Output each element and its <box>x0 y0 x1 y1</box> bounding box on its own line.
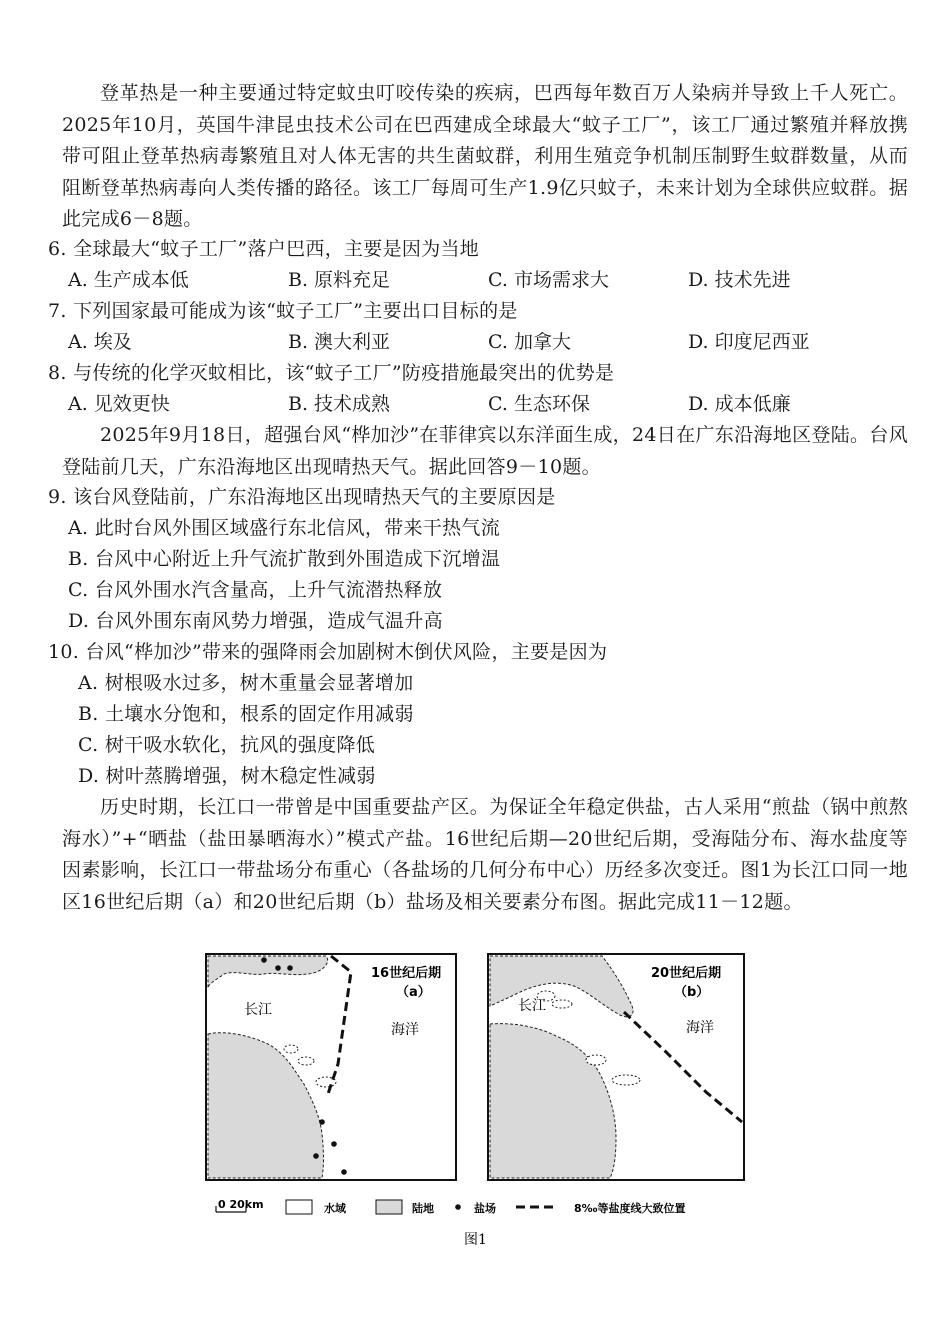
option-10c[interactable]: C. 树干吸水软化，抗风的强度降低 <box>78 734 376 756</box>
option-6d[interactable]: D. 技术先进 <box>688 269 791 291</box>
option-10d[interactable]: D. 树叶蒸腾增强，树木稳定性减弱 <box>78 765 376 787</box>
option-8a[interactable]: A. 见效更快 <box>68 393 170 415</box>
option-8d[interactable]: D. 成本低廉 <box>688 393 791 415</box>
question-8-options <box>68 389 888 420</box>
option-7c[interactable]: C. 加拿大 <box>488 331 571 353</box>
panel-a-saltfield <box>331 1141 337 1147</box>
figure-1-salt-map <box>196 944 756 1254</box>
legend-land-label: 陆地 <box>412 1202 434 1215</box>
option-10b[interactable]: B. 土壤水分饱和，根系的固定作用减弱 <box>78 703 414 725</box>
legend-saltfield-label: 盐场 <box>474 1202 496 1215</box>
legend-saltfield-dot <box>455 1204 461 1210</box>
option-9d[interactable]: D. 台风外围东南风势力增强，造成气温升高 <box>68 610 443 632</box>
question-10-stem: 10. 台风“桦加沙”带来的强降雨会加剧树木倒伏风险，主要是因为 <box>48 641 608 663</box>
option-6c[interactable]: C. 市场需求大 <box>488 269 609 291</box>
legend-land-swatch <box>376 1200 402 1214</box>
option-8b[interactable]: B. 技术成熟 <box>288 393 391 415</box>
panel-a <box>206 954 456 1180</box>
panel-a-saltfield <box>313 1153 319 1159</box>
panel-a-saltfield <box>319 1119 325 1125</box>
panel-a-saltfield <box>275 965 281 971</box>
panel-a-shoal-1 <box>284 1045 298 1053</box>
question-8-stem: 8. 与传统的化学灭蚊相比，该“蚊子工厂”防疫措施最突出的优势是 <box>48 362 615 384</box>
figure-legend <box>216 1198 686 1215</box>
panel-a-river-label: 长江 <box>244 1002 272 1018</box>
option-6b[interactable]: B. 原料充足 <box>288 269 391 291</box>
panel-a-title: 16世纪后期 <box>371 966 442 981</box>
panel-a-shoal-2 <box>298 1057 314 1065</box>
panel-b-river-label: 长江 <box>518 998 546 1014</box>
option-9b[interactable]: B. 台风中心附近上升气流扩散到外围造成下沉增温 <box>68 548 501 570</box>
panel-a-saltfield <box>341 1169 347 1175</box>
passage-salt-history: 历史时期，长江口一带曾是中国重要盐产区。为保证全年稳定供盐，古人采用“煎盐（锅中煎熬海水）”+“晒盐（盐田暴晒海水）”模式产盐。16世纪后期—20世纪后期，受海陆分布、海水盐度等因素影响，长江口一带盐场分布重心（各盐场的几何分布中心）历经多次变迁。图1为长江口同一地区16世纪后期（a）和20世纪后期（b）盐场及相关要素分布图。据此完成11－12题。 <box>62 796 908 913</box>
figure-caption: 图1 <box>464 1232 487 1248</box>
question-6-options <box>68 265 888 296</box>
legend-isohaline-label: 8‰等盐度线大致位置 <box>574 1202 686 1215</box>
panel-b-shoal-2 <box>552 1000 572 1008</box>
panel-b-sea-label: 海洋 <box>686 1020 714 1036</box>
legend-water-label: 水域 <box>324 1202 346 1215</box>
panel-a-saltfield <box>287 965 293 971</box>
option-7a[interactable]: A. 埃及 <box>68 331 132 353</box>
panel-b-title: 20世纪后期 <box>651 966 722 981</box>
panel-a-sub: （a） <box>396 985 431 1000</box>
option-9c[interactable]: C. 台风外围水汽含量高，上升气流潜热释放 <box>68 579 443 601</box>
option-10a[interactable]: A. 树根吸水过多，树木重量会显著增加 <box>78 672 414 694</box>
option-9a[interactable]: A. 此时台风外围区域盛行东北信风，带来干热气流 <box>68 517 501 539</box>
legend-scale-label: 0 20km <box>218 1198 264 1211</box>
option-8c[interactable]: C. 生态环保 <box>488 393 590 415</box>
passage-typhoon: 2025年9月18日，超强台风“桦加沙”在菲律宾以东洋面生成，24日在广东沿海地区登陆。台风登陆前几天，广东沿海地区出现晴热天气。据此回答9－10题。 <box>62 424 908 478</box>
question-6-stem: 6. 全球最大“蚊子工厂”落户巴西，主要是因为当地 <box>48 238 480 260</box>
panel-b-shoal-4 <box>612 1075 640 1085</box>
option-7b[interactable]: B. 澳大利亚 <box>288 331 391 353</box>
legend-water-swatch <box>286 1200 312 1214</box>
panel-b <box>488 954 744 1180</box>
panel-b-shoal-3 <box>586 1055 606 1065</box>
panel-b-sub: （b） <box>674 985 710 1000</box>
question-7-options <box>68 327 888 358</box>
panel-a-saltfield <box>261 957 267 963</box>
option-6a[interactable]: A. 生产成本低 <box>68 269 189 291</box>
panel-a-sea-label: 海洋 <box>391 1022 419 1038</box>
question-9-stem: 9. 该台风登陆前，广东沿海地区出现晴热天气的主要原因是 <box>48 486 556 508</box>
passage-mosquito-factory: 登革热是一种主要通过特定蚊虫叮咬传染的疾病，巴西每年数百万人染病并导致上千人死亡。2025年10月，英国牛津昆虫技术公司在巴西建成全球最大“蚊子工厂”，该工厂通过繁殖并释放携带可阻止登革热病毒繁殖且对人体无害的共生菌蚊群，利用生殖竞争机制压制野生蚊群数量，从而阻断登革热病毒向人类传播的路径。该工厂每周可生产1.9亿只蚊子，未来计划为全球供应蚊群。据此完成6－8题。 <box>62 82 908 230</box>
question-7-stem: 7. 下列国家最可能成为该“蚊子工厂”主要出口目标的是 <box>48 300 518 322</box>
option-7d[interactable]: D. 印度尼西亚 <box>688 331 810 353</box>
